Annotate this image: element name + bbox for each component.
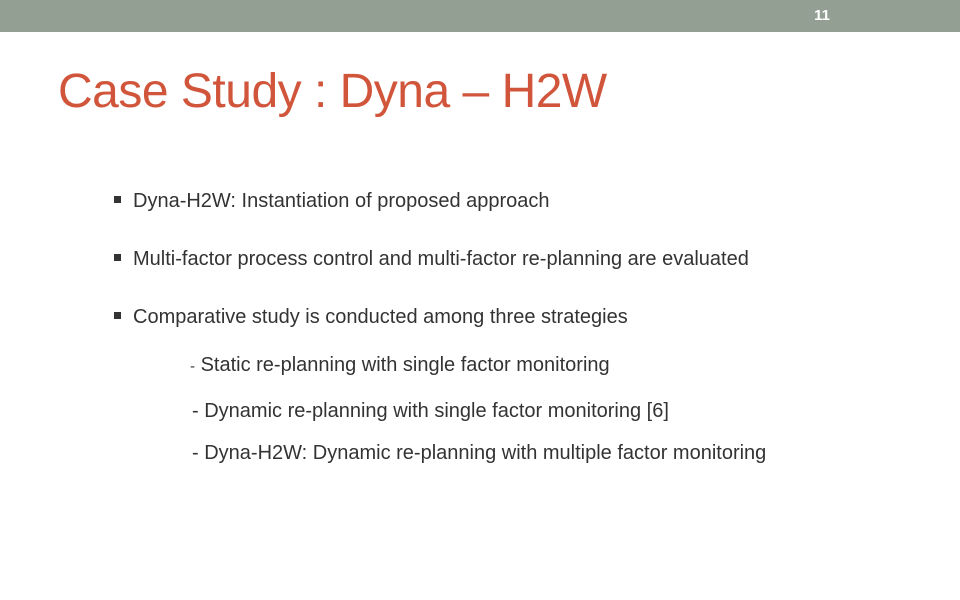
square-bullet-icon (114, 312, 121, 319)
sub-item-text: Static re-planning with single factor monitoring (200, 354, 610, 376)
bullet-item (114, 304, 628, 330)
sub-item-text: Dyna-H2W: Dynamic re-planning with multiple factor monitoring (204, 442, 767, 464)
slide-number: 11 (814, 7, 830, 24)
sub-item-dash: - (190, 358, 195, 375)
bullet-item (114, 246, 749, 272)
square-bullet-icon (114, 254, 121, 261)
sub-item-dash: - (192, 442, 199, 464)
sub-item-text: Dynamic re-planning with single factor monitoring [6] (204, 400, 669, 422)
bullet-item (114, 188, 550, 214)
square-bullet-icon (114, 196, 121, 203)
bullet-text: Dyna-H2W: Instantiation of proposed approach (133, 190, 550, 212)
sub-item (190, 352, 610, 380)
bullet-text: Comparative study is conducted among three strategies (133, 306, 628, 328)
sub-item (192, 440, 766, 466)
header-bar (0, 0, 960, 32)
sub-item (192, 398, 669, 424)
slide-title: Case Study : Dyna – H2W (58, 65, 607, 118)
bullet-text: Multi-factor process control and multi-factor re-planning are evaluated (133, 248, 749, 270)
sub-item-dash: - (192, 400, 199, 422)
